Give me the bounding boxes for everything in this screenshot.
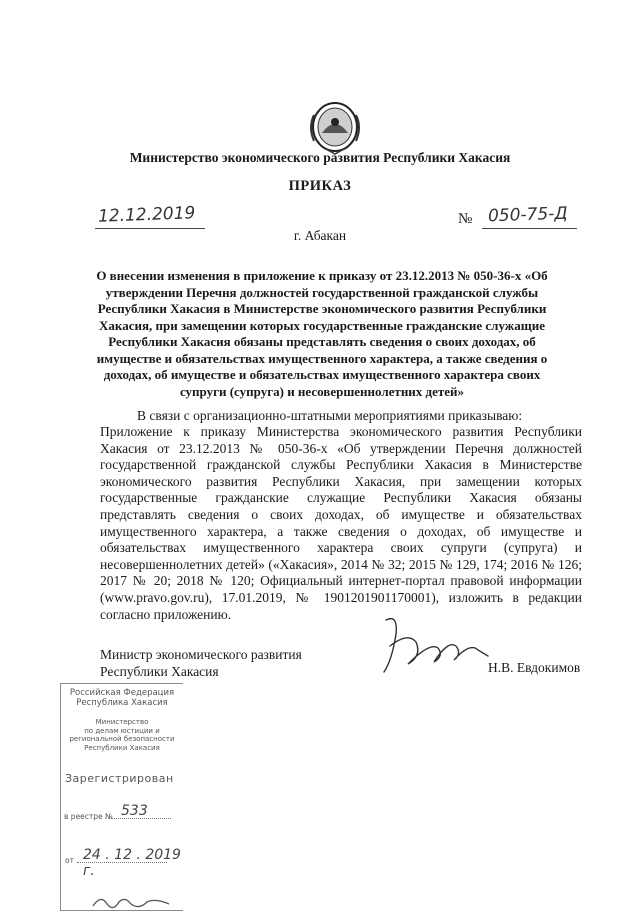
stamp-registered: Зарегистрирован <box>65 772 174 785</box>
stamp-signature <box>91 892 171 914</box>
order-subject: О внесении изменения в приложение к приказу от 23.12.2013 № 050-36-х «Об утверждении Перечня должностей государственной гражданской службы Республики Хакасия в Министерстве экономического развития Республики Хакасия, при замещении которых государственные гражданские служащие Республики Хакасия обязаны представлять сведения о своих доходах, об имуществе и обязательствах имущественного характера, а также сведения о доходах, об имуществе и обязательствах имущественного характера своих супруги (супруга) и несовершеннолетних детей» <box>96 268 548 399</box>
handwritten-signature <box>378 612 493 682</box>
stamp-from-underline <box>77 862 167 863</box>
ministry-name: Министерство экономического развития Республики Хакасия <box>129 150 511 165</box>
coat-of-arms-emblem <box>300 97 370 157</box>
stamp-region: Республика Хакасия <box>76 698 168 708</box>
body-paragraph: Приложение к приказу Министерства экономического развития Республики Хакасия от 23.12.2013 № 050-36-х «Об утверждении Перечня должностей государственной гражданской службы Республики Хакасия в Министерстве экономического развития Республики Хакасия, при замещении которых государственные гражданские служащие Республики Хакасия обязаны представлять сведения о своих доходах, об имуществе и обязательствах имущественного характера, а также сведения о доходах, об имуществе и обязательствах имущественного характера своих супруги (супруга) и несовершеннолетних детей» («Хакасия», 2014 № 32; 2015 № 129, 174; 2016 № 126; 2017 № 20; 2018 № 120; Официальный интернет-портал правовой информации (www.pravo.gov.ru), 17.01.2019, № 1901201901170001), изложить в редакции согласно приложению. <box>100 424 582 622</box>
stamp-reg-number: 533 <box>121 803 148 819</box>
order-date: 12.12.2019 <box>97 203 196 227</box>
registration-stamp <box>60 683 183 911</box>
stamp-org-line-2: по делам юстиции и <box>84 726 160 735</box>
order-number-label: № <box>458 211 473 227</box>
stamp-reg-label: в реестре № <box>64 812 113 821</box>
signatory-name: Н.В. Евдокимов <box>488 660 581 675</box>
stamp-from-date: 24 . 12 . 2019 г. <box>83 847 181 879</box>
city: г. Абакан <box>293 228 347 243</box>
stamp-organization <box>61 718 183 752</box>
position-line-2: Республики Хакасия <box>100 664 219 679</box>
stamp-header <box>61 688 183 708</box>
stamp-from-label: от <box>65 856 74 865</box>
stamp-org-line-3: региональной безопасности <box>69 735 175 743</box>
stamp-org-line-1: Министерство <box>95 718 149 726</box>
stamp-country: Российская Федерация <box>69 688 175 698</box>
position-line-1: Министр экономического развития <box>100 647 302 662</box>
signatory-position <box>100 646 302 680</box>
stamp-reg-underline <box>111 818 171 819</box>
order-number: 050-75-Д <box>487 203 568 227</box>
stamp-org-line-4: Республики Хакасия <box>84 743 160 752</box>
document-type: ПРИКАЗ <box>288 178 352 194</box>
intro-text: В связи с организационно-штатными мероприятиями приказываю: <box>137 408 523 423</box>
